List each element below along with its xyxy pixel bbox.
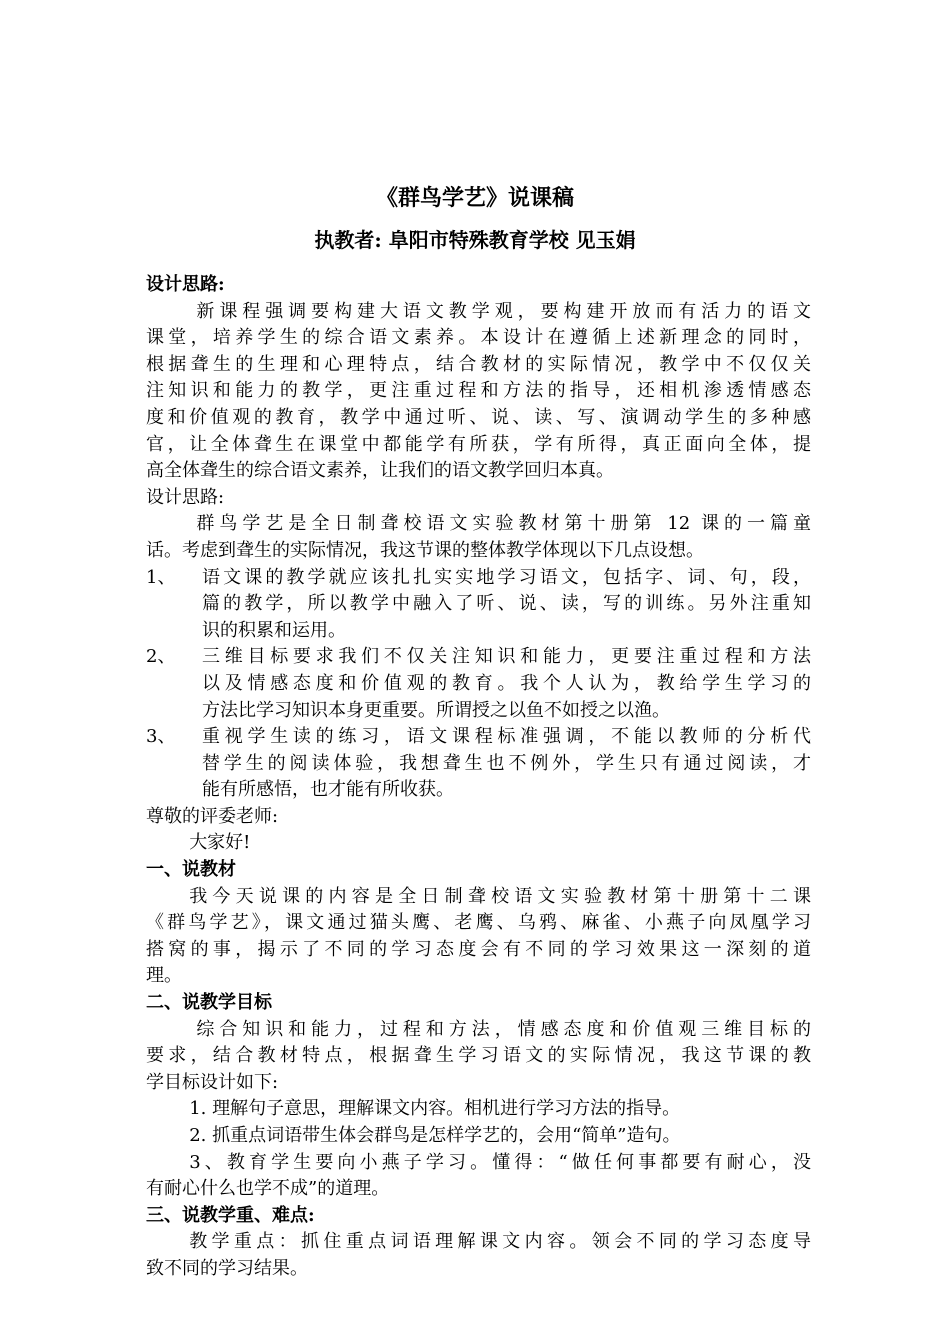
document-title: 《群鸟学艺》说课稿	[375, 185, 574, 211]
section-heading: 一、说教材	[146, 859, 236, 881]
text-line: 方法比学习知识本身更重要。所谓授之以鱼不如授之以渔。	[202, 699, 670, 721]
list-item	[146, 724, 811, 804]
section-paragraph	[146, 1017, 811, 1097]
document-subtitle: 执教者: 阜阳市特殊教育学校 见玉娟	[314, 228, 636, 252]
text-line: 篇的教学，所以教学中融入了听、说、读，写的训练。另外注重知	[202, 593, 811, 615]
text-line: 语文课的教学就应该扎扎实实地学习语文，包括字、词、句，段，	[202, 566, 811, 588]
design-paragraph-2	[146, 511, 811, 564]
text-line: 能有所感悟，也才能有所收获。	[202, 779, 454, 801]
text-line: 话。考虑到聋生的实际情况，我这节课的整体教学体现以下几点设想。	[146, 539, 704, 561]
text-line: 有耐心什么也学不成”的道理。	[146, 1178, 390, 1200]
text-line: 替学生的阅读体验，我想聋生也不例外，学生只有通过阅读，才	[202, 752, 811, 774]
goal-list	[146, 1096, 811, 1202]
text-line: 综合知识和能力，过程和方法，情感态度和价值观三维目标的	[196, 1018, 811, 1040]
text-line: 课堂，培养学生的综合语文素养。本设计在遵循上述新理念的同时，	[146, 327, 811, 349]
section-heading: 三、说教学重、难点:	[146, 1204, 315, 1226]
document-body	[146, 272, 811, 1283]
text-line: 《群鸟学艺》，课文通过猫头鹰、老鹰、乌鸦、麻雀、小燕子向凤凰学习	[146, 912, 811, 934]
text-line: 三维目标要求我们不仅关注知识和能力，更要注重过程和方法	[202, 646, 811, 668]
hello-line: 大家好!	[189, 832, 251, 854]
text-line: 注知识和能力的教学，更注重过程和方法的指导，还相机渗透情感态	[146, 380, 811, 402]
text-line: 致不同的学习结果。	[146, 1257, 308, 1279]
text-line: 识的积累和运用。	[202, 619, 346, 641]
design-paragraph	[146, 299, 811, 485]
design-heading-2: 设计思路:	[146, 486, 225, 508]
greeting: 尊敬的评委老师:	[146, 805, 279, 827]
text-line: 高全体聋生的综合语文素养，让我们的语文教学回归本真。	[146, 460, 614, 482]
text-line: 官，让全体聋生在课堂中都能学有所获，学有所得，真正面向全体，提	[146, 433, 811, 455]
list-item-number: 3、	[146, 726, 176, 748]
text-line: 我今天说课的内容是全日制聋校语文实验教材第十册第十二课	[189, 885, 811, 907]
section-paragraph	[146, 884, 811, 990]
goal-item: 3、教育学生要向小燕子学习。懂得：“做任何事都要有耐心，没	[189, 1151, 811, 1173]
list-item	[146, 644, 811, 724]
text-line: 新课程强调要构建大语文教学观，要构建开放而有活力的语文	[196, 300, 811, 322]
list-item-number: 2、	[146, 646, 176, 668]
goal-item: 1. 理解句子意思，理解课文内容。相机进行学习方法的指导。	[189, 1098, 681, 1120]
text-line: 根据聋生的生理和心理特点，结合教材的实际情况，教学中不仅仅关	[146, 353, 811, 375]
text-line: 要求，结合教材特点，根据聋生学习语文的实际情况，我这节课的教	[146, 1045, 811, 1067]
goal-item: 2. 抓重点词语带生体会群鸟是怎样学艺的，会用“简单”造句。	[189, 1125, 681, 1146]
text-line: 重视学生读的练习，语文课程标准强调，不能以教师的分析代	[202, 726, 811, 748]
text-line: 教学重点：抓住重点词语理解课文内容。领会不同的学习态度导	[189, 1231, 811, 1253]
text-line: 以及情感态度和价值观的教育。我个人认为，教给学生学习的	[202, 672, 811, 694]
section-heading: 二、说教学目标	[146, 992, 272, 1014]
text-line: 度和价值观的教育，教学中通过听、说、读、写、演调动学生的多种感	[146, 406, 811, 428]
text-line: 搭窝的事，揭示了不同的学习态度会有不同的学习效果这一深刻的道	[146, 938, 811, 960]
section-paragraph	[146, 1229, 811, 1282]
text-line: 群鸟学艺是全日制聋校语文实验教材第十册第 12 课的一篇童	[196, 513, 811, 535]
text-line: 学目标设计如下:	[146, 1071, 279, 1093]
list-item	[146, 565, 811, 645]
list-item-number: 1、	[146, 566, 176, 588]
design-heading: 设计思路:	[146, 274, 225, 295]
text-line: 理。	[146, 965, 182, 987]
